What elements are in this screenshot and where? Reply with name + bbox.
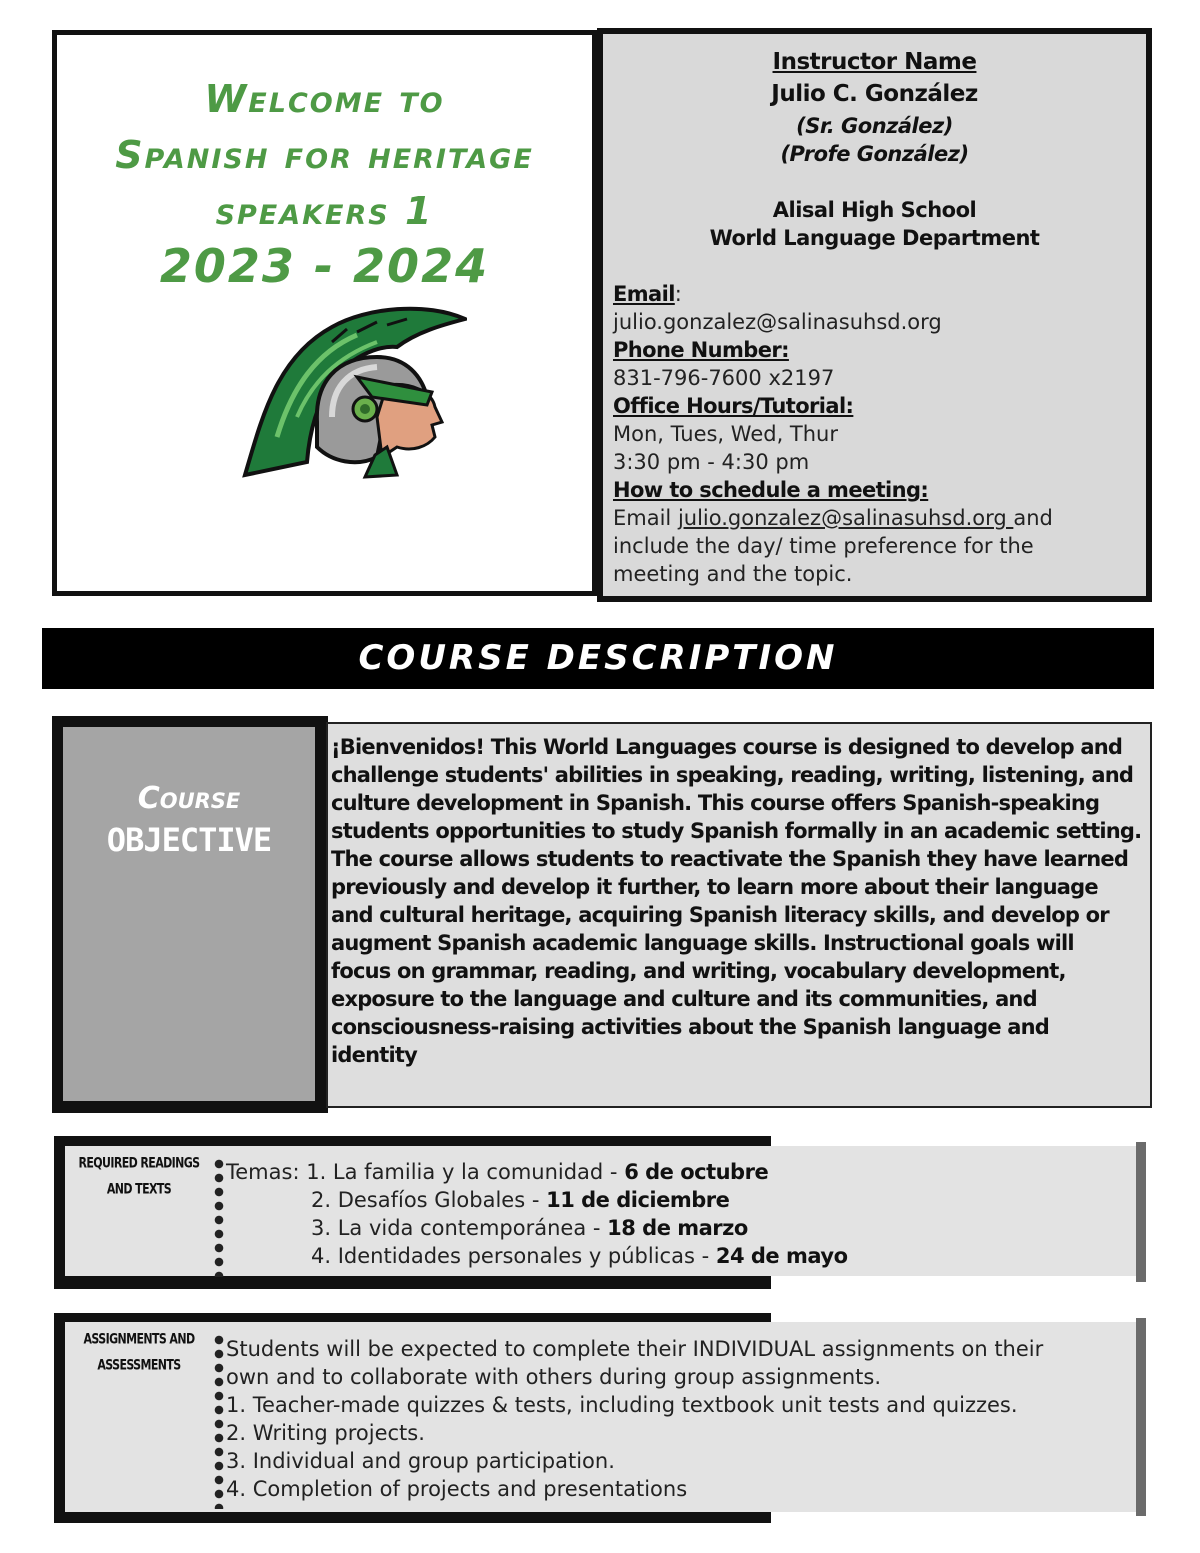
- objective-label-objective: OBJECTIVE: [106, 821, 272, 859]
- objective-line: culture development in Spanish. This course offers Spanish-speaking: [331, 791, 1100, 815]
- assignments-line: 1. Teacher-made quizzes & tests, including textbook unit tests and quizzes.: [226, 1393, 1018, 1417]
- readings-item-1: Temas: 1. La familia y la comunidad - 6 de octubre: [226, 1160, 769, 1184]
- meeting-instructions-2: include the day/ time preference for the: [613, 534, 1034, 558]
- title-level: speakers 1: [215, 189, 434, 233]
- readings-edge: [1136, 1142, 1146, 1282]
- phone-number: 831-796-7600 x2197: [613, 366, 835, 390]
- phone-heading: Phone Number:: [613, 338, 789, 362]
- objective-line: The course allows students to reactivate the Spanish they have learned: [331, 847, 1129, 871]
- meeting-email-link[interactable]: julio.gonzalez@salinasuhsd.org: [677, 506, 1014, 530]
- objective-label-course: Course: [137, 781, 241, 816]
- assignments-line: own and to collaborate with others during group assignments.: [226, 1365, 882, 1389]
- meeting-instructions-3: meeting and the topic.: [613, 562, 853, 586]
- objective-line: and cultural heritage, acquiring Spanish literacy skills, and develop or: [331, 903, 1109, 927]
- banner-title: COURSE DESCRIPTION: [358, 638, 838, 678]
- office-hours-heading: Office Hours/Tutorial:: [613, 394, 854, 418]
- course-description-banner: [42, 628, 1154, 689]
- objective-line: students opportunities to study Spanish formally in an academic setting.: [331, 819, 1142, 843]
- objective-line: identity: [331, 1043, 417, 1067]
- objective-line: augment Spanish academic language skills. Instructional goals will: [331, 931, 1074, 955]
- assignments-edge: [1136, 1318, 1146, 1516]
- assignments-line: 2. Writing projects.: [226, 1421, 425, 1445]
- department-name: World Language Department: [709, 226, 1040, 250]
- title-box: [52, 30, 597, 596]
- spartan-mascot-icon: [237, 297, 467, 487]
- instructor-info-box: [597, 28, 1152, 602]
- readings-item-3: 3. La vida contemporánea - 18 de marzo: [311, 1216, 748, 1240]
- office-hours-time: 3:30 pm - 4:30 pm: [613, 450, 810, 474]
- readings-dot-divider: [214, 1157, 224, 1277]
- assignments-line: Students will be expected to complete their INDIVIDUAL assignments on their: [226, 1337, 1044, 1361]
- email-heading: Email:: [613, 282, 682, 306]
- school-name: Alisal High School: [772, 198, 977, 222]
- objective-line: consciousness-raising activities about the Spanish language and: [331, 1015, 1050, 1039]
- title-welcome: Welcome to: [204, 77, 445, 121]
- assignments-label: ASSIGNMENTS AND ASSESSMENTS: [83, 1330, 195, 1374]
- objective-line: focus on grammar, reading, and writing, vocabulary development,: [331, 959, 1066, 983]
- email-link[interactable]: julio.gonzalez@salinasuhsd.org: [613, 310, 942, 334]
- readings-item-4: 4. Identidades personales y públicas - 24 de mayo: [311, 1244, 848, 1268]
- assignments-list: [226, 1335, 1043, 1503]
- readings-item-2: 2. Desafíos Globales - 11 de diciembre: [311, 1188, 730, 1212]
- instructor-heading: Instructor Name: [772, 49, 977, 75]
- objective-line: exposure to the language and culture and its communities, and: [331, 987, 1037, 1011]
- assignments-line: 3. Individual and group participation.: [226, 1449, 615, 1473]
- readings-label: REQUIRED READINGS AND TEXTS: [78, 1154, 200, 1198]
- instructor-alias-profe: (Profe González): [780, 142, 969, 166]
- assignments-dot-divider: [214, 1333, 224, 1509]
- objective-line: previously and develop it further, to learn more about their language: [331, 875, 1098, 899]
- assignments-line: 4. Completion of projects and presentations: [226, 1477, 688, 1501]
- title-course: Spanish for heritage: [115, 133, 534, 177]
- meeting-heading: How to schedule a meeting:: [613, 478, 929, 502]
- title-year: 2023 - 2024: [159, 239, 490, 293]
- instructor-name: Julio C. González: [771, 81, 978, 107]
- office-hours-days: Mon, Tues, Wed, Thur: [613, 422, 839, 446]
- objective-line: ¡Bienvenidos! This World Languages course is designed to develop and: [331, 735, 1123, 759]
- meeting-instructions: Email julio.gonzalez@salinasuhsd.org and: [613, 506, 1053, 530]
- instructor-alias-sr: (Sr. González): [796, 114, 953, 138]
- objective-line: challenge students' abilities in speaking, reading, writing, listening, and: [331, 763, 1134, 787]
- objective-text: [331, 733, 1143, 1069]
